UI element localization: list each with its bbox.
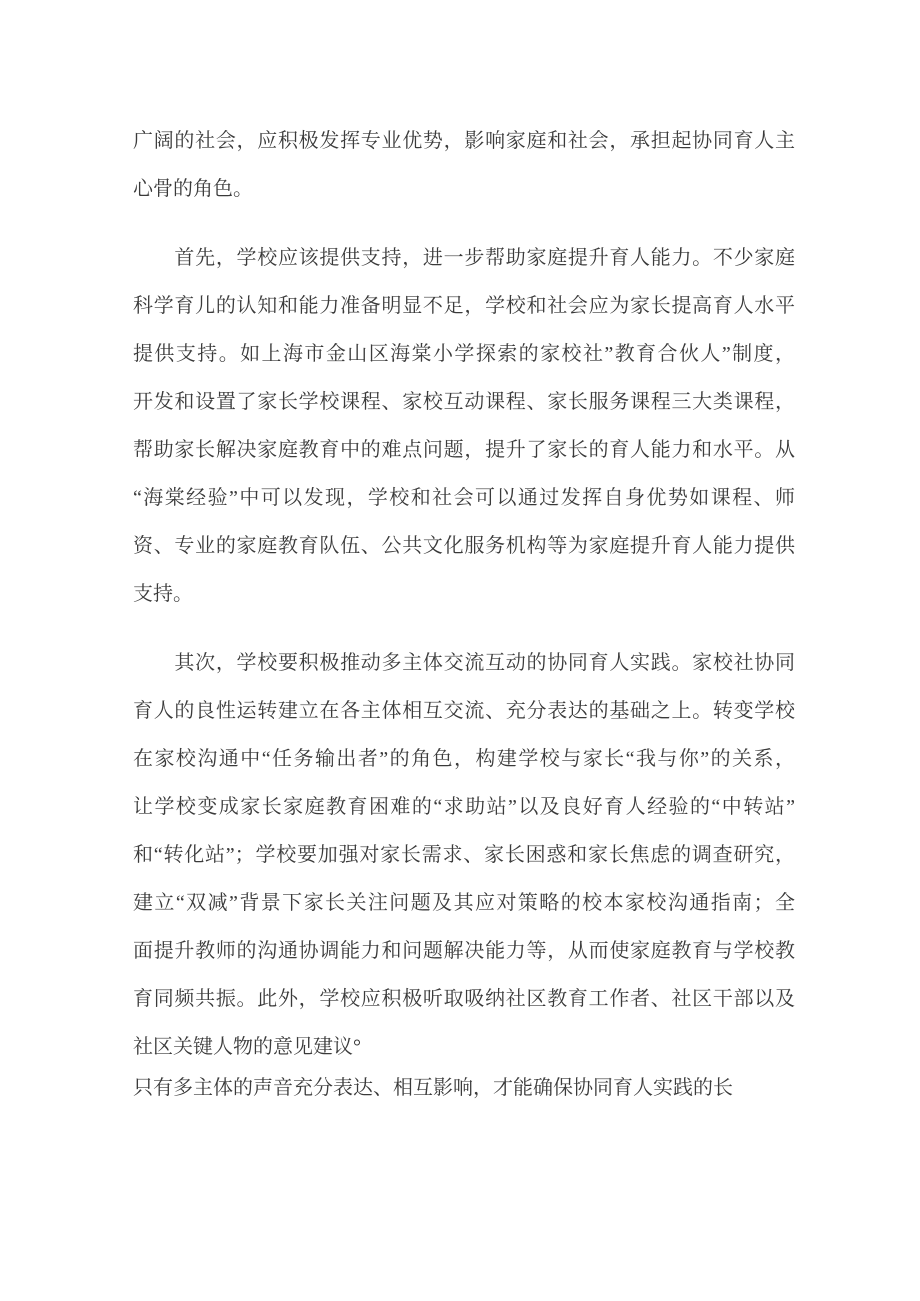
text-line: 育同频共振。此外，学校应积极听取吸纳社区教育工作者、社区干部以及: [133, 988, 795, 1010]
text-line: 首先，学校应该提供支持，进一步帮助家庭提升育人能力。不少家庭: [133, 247, 795, 269]
text-line: 和“转化站”；学校要加强对家长需求、家长困惑和家长焦虑的调查研究，: [133, 844, 795, 866]
text-line: 广阔的社会，应积极发挥专业优势，影响家庭和社会，承担起协同育人主: [133, 130, 795, 152]
text-line: 在家校沟通中“任务输出者”的角色，构建学校与家长“我与你”的关系，: [133, 748, 795, 770]
text-line: 让学校变成家长家庭教育困难的“求助站”以及良好育人经验的“中转站”: [133, 796, 795, 818]
text-line: 只有多主体的声音充分表达、相互影响，才能确保协同育人实践的长: [133, 1077, 733, 1099]
paragraph: [133, 234, 795, 618]
text-line: 资、专业的家庭教育队伍、公共文化服务机构等为家庭提升育人能力提供: [133, 535, 795, 557]
text-line: 心骨的角色。: [133, 178, 253, 200]
text-line: 面提升教师的沟通协调能力和问题解决能力等，从而使家庭教育与学校教: [133, 940, 795, 962]
text-line: 科学育儿的认知和能力准备明显不足，学校和社会应为家长提高育人水平: [133, 295, 795, 317]
text-line: 育人的良性运转建立在各主体相互交流、充分表达的基础之上。转变学校: [133, 700, 795, 722]
text-line: “海棠经验”中可以发现，学校和社会可以通过发挥自身优势如课程、师: [133, 487, 795, 509]
text-body: [133, 117, 795, 1110]
text-line: 建立“双减”背景下家长关注问题及其应对策略的校本家校沟通指南；全: [133, 892, 795, 914]
text-line: 社区关键人物的意见建议°: [133, 1036, 361, 1058]
text-line: 其次，学校要积极推动多主体交流互动的协同育人实践。家校社协同: [133, 652, 795, 674]
paragraph: [133, 1066, 795, 1110]
text-line: 帮助家长解决家庭教育中的难点问题，提升了家长的育人能力和水平。从: [133, 439, 795, 461]
text-line: 提供支持。如上海市金山区海棠小学探索的家校社”教育合伙人”制度，: [133, 343, 795, 365]
text-line: 开发和设置了家长学校课程、家校互动课程、家长服务课程三大类课程，: [133, 391, 795, 413]
text-line: 支持。: [133, 583, 193, 605]
paragraph: [133, 639, 795, 1071]
paragraph: [133, 117, 795, 213]
